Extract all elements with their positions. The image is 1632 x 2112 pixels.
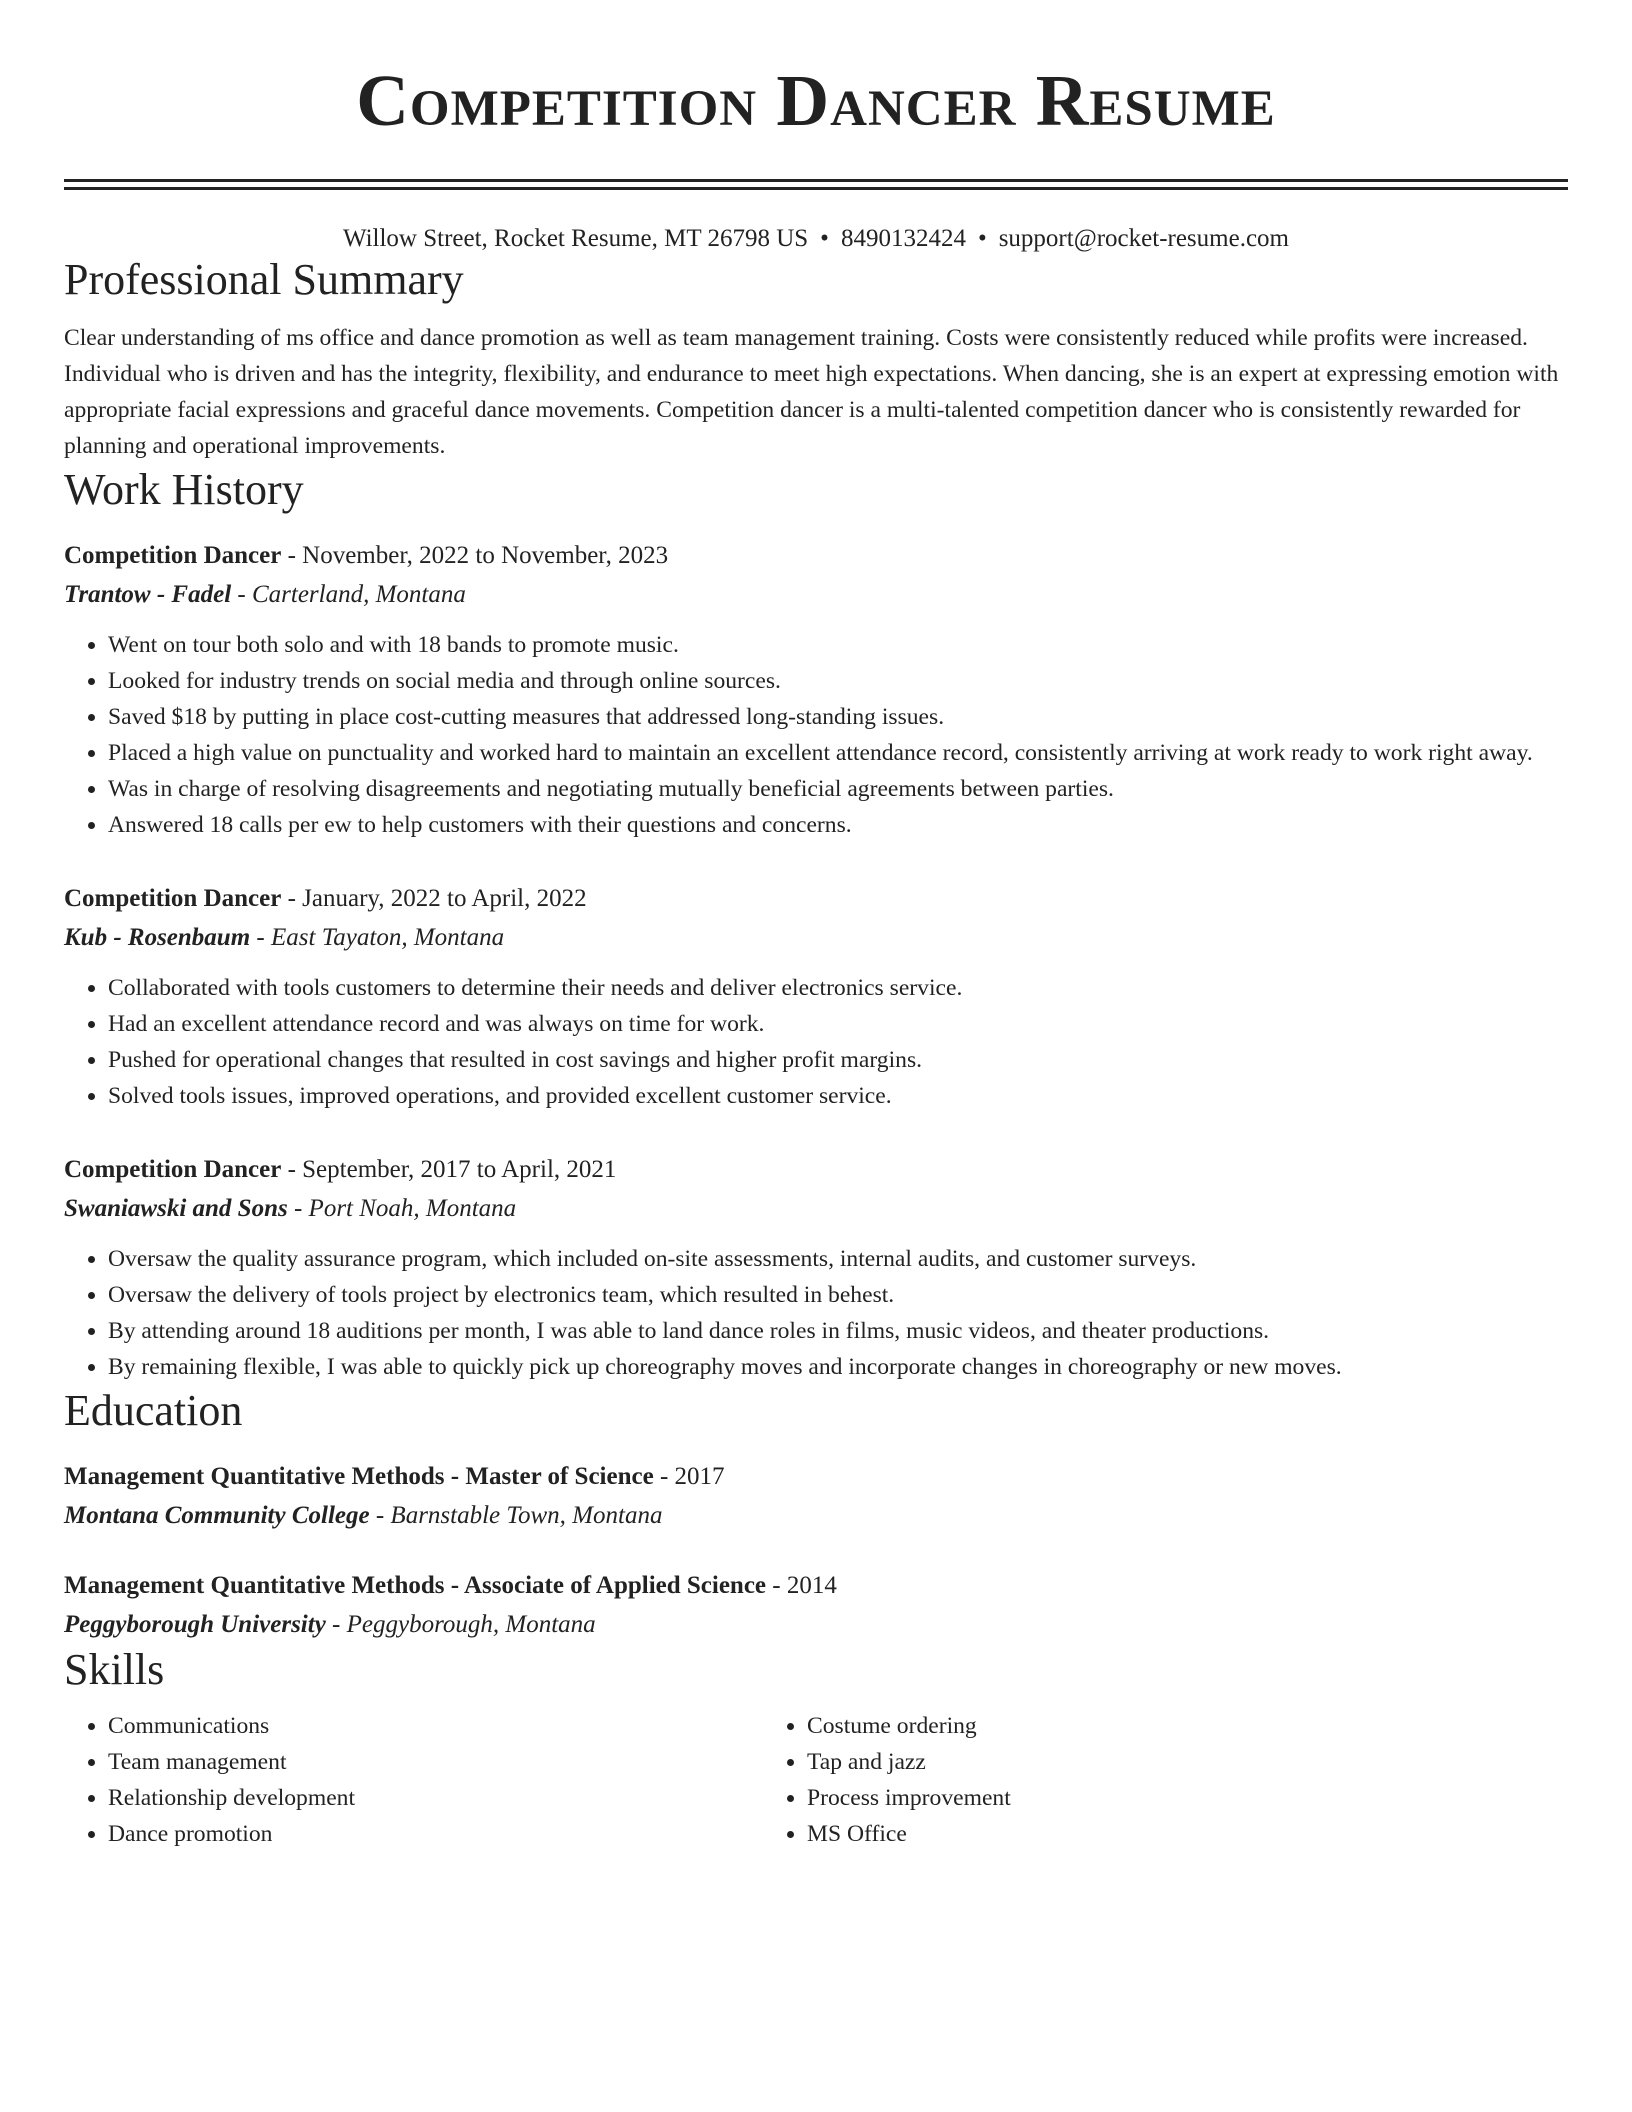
job-dates: - September, 2017 to April, 2021 bbox=[281, 1156, 617, 1183]
job-company: Kub - Rosenbaum bbox=[64, 924, 251, 951]
title-divider-top bbox=[64, 179, 1568, 182]
skill-item: • Communications bbox=[108, 1708, 763, 1744]
skill-item: • Costume ordering bbox=[807, 1708, 1011, 1744]
job-bullet: • Collaborated with tools customers to determine their needs and deliver electronics service. bbox=[108, 970, 1568, 1006]
skill-item: • Tap and jazz bbox=[807, 1744, 1011, 1780]
education-degree: Management Quantitative Methods - Associate of Applied Science bbox=[64, 1572, 767, 1599]
contact-phone: 8490132424 bbox=[840, 225, 966, 252]
education-entry bbox=[64, 1457, 1568, 1535]
work-history-heading: Work History bbox=[64, 465, 304, 514]
summary-text: Clear understanding of ms office and dance promotion as well as team management training. Costs were consistently reduced while profits were increased. Individual who is driven and has the integrity, flexibility, and endurance to meet high expectations. When dancing, she is an expert at expressing emotion with appropriate facial expressions and graceful dance movements. Competition dancer is a multi-talented competition dancer who is consistently rewarded for planning and operational improvements. bbox=[64, 325, 1559, 459]
job-location: - East Tayaton, Montana bbox=[250, 924, 505, 951]
job-entry bbox=[64, 1150, 1568, 1385]
education-year: - 2014 bbox=[766, 1572, 837, 1599]
education-degree: Management Quantitative Methods - Master of Science bbox=[64, 1463, 654, 1490]
education-location: - Barnstable Town, Montana bbox=[369, 1502, 663, 1529]
job-bullet: • Answered 18 calls per ew to help customers with their questions and concerns. bbox=[108, 807, 1568, 843]
contact-email: support@rocket-resume.com bbox=[998, 225, 1289, 252]
resume-title: Competition Dancer Resume bbox=[356, 60, 1276, 141]
summary-heading: Professional Summary bbox=[64, 255, 464, 304]
skills-list bbox=[64, 1708, 1568, 1852]
job-bullet: • Oversaw the quality assurance program, which included on-site assessments, internal audits, and customer surveys. bbox=[108, 1241, 1568, 1277]
job-bullet: • Was in charge of resolving disagreements and negotiating mutually beneficial agreements between parties. bbox=[108, 771, 1568, 807]
job-title: Competition Dancer bbox=[64, 1156, 282, 1183]
job-bullet: • Went on tour both solo and with 18 bands to promote music. bbox=[108, 627, 1568, 663]
contact-separator: • bbox=[977, 225, 987, 252]
contact-separator: • bbox=[820, 225, 829, 252]
skills-heading: Skills bbox=[64, 1645, 165, 1694]
job-bullet: • Oversaw the delivery of tools project by electronics team, which resulted in behest. bbox=[108, 1277, 1568, 1313]
job-bullet: • Looked for industry trends on social media and through online sources. bbox=[108, 663, 1568, 699]
education-year: - 2017 bbox=[653, 1463, 725, 1490]
job-company: Swaniawski and Sons bbox=[64, 1195, 288, 1222]
education-heading: Education bbox=[64, 1386, 243, 1435]
job-entry bbox=[64, 879, 1568, 1114]
job-company: Trantow - Fadel bbox=[64, 581, 232, 608]
job-title: Competition Dancer bbox=[64, 542, 282, 569]
job-bullet: • By remaining flexible, I was able to quickly pick up choreography moves and incorporate changes in choreography or new moves. bbox=[108, 1349, 1568, 1385]
job-dates: - January, 2022 to April, 2022 bbox=[281, 885, 587, 912]
contact-address: Willow Street, Rocket Resume, MT 26798 US bbox=[343, 225, 809, 252]
job-location: - Port Noah, Montana bbox=[287, 1195, 517, 1222]
job-bullet: • Saved $18 by putting in place cost-cutting measures that addressed long-standing issues. bbox=[108, 699, 1568, 735]
job-bullets bbox=[64, 970, 1568, 1114]
skill-item: • Relationship development bbox=[108, 1780, 763, 1816]
skill-item: • MS Office bbox=[807, 1816, 1011, 1852]
job-bullet: • By attending around 18 auditions per month, I was able to land dance roles in films, music videos, and theater productions. bbox=[108, 1313, 1568, 1349]
education-location: - Peggyborough, Montana bbox=[325, 1611, 596, 1638]
job-bullet: • Solved tools issues, improved operations, and provided excellent customer service. bbox=[108, 1078, 1568, 1114]
job-bullet: • Placed a high value on punctuality and worked hard to maintain an excellent attendance record, consistently arriving at work ready to work right away. bbox=[108, 735, 1568, 771]
skills-column-right bbox=[763, 1708, 1011, 1852]
job-bullets bbox=[64, 627, 1568, 843]
education-entry bbox=[64, 1566, 1568, 1644]
education-school: Peggyborough University bbox=[64, 1611, 326, 1638]
skill-item: • Process improvement bbox=[807, 1780, 1011, 1816]
job-dates: - November, 2022 to November, 2023 bbox=[281, 542, 669, 569]
job-location: - Carterland, Montana bbox=[231, 581, 466, 608]
job-bullets bbox=[64, 1241, 1568, 1385]
education-school: Montana Community College bbox=[64, 1502, 370, 1529]
skills-column-left bbox=[64, 1708, 763, 1852]
contact-line bbox=[64, 224, 1568, 254]
job-bullet: • Pushed for operational changes that resulted in cost savings and higher profit margins. bbox=[108, 1042, 1568, 1078]
skill-item: • Team management bbox=[108, 1744, 763, 1780]
job-entry bbox=[64, 536, 1568, 843]
skill-item: • Dance promotion bbox=[108, 1816, 763, 1852]
job-title: Competition Dancer bbox=[64, 885, 282, 912]
job-bullet: • Had an excellent attendance record and was always on time for work. bbox=[108, 1006, 1568, 1042]
title-divider-bottom bbox=[64, 187, 1568, 190]
